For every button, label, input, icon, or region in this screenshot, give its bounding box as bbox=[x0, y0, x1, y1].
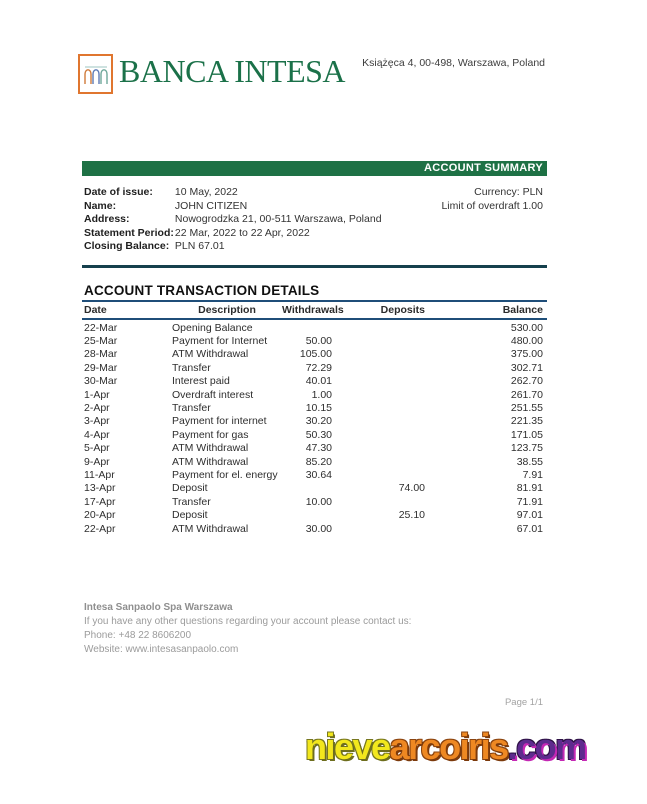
bank-name: BANCA INTESA bbox=[119, 53, 346, 89]
column-header-deposits: Deposits bbox=[380, 304, 425, 316]
cell-date: 29-Mar bbox=[84, 361, 118, 374]
cell-withdrawals: 10.00 bbox=[305, 495, 332, 508]
field-label: Closing Balance: bbox=[84, 240, 170, 252]
cell-balance: 38.55 bbox=[516, 455, 543, 468]
watermark-part2: arcoiris bbox=[389, 726, 508, 767]
footer-phone: Phone: +48 22 8606200 bbox=[84, 630, 192, 641]
bank-logo bbox=[78, 54, 113, 94]
cell-balance: 262.70 bbox=[510, 375, 543, 388]
cell-deposits bbox=[332, 429, 425, 442]
cell-deposits bbox=[332, 496, 425, 509]
cell-deposits bbox=[332, 348, 425, 361]
cell-description: Overdraft interest bbox=[172, 388, 254, 401]
field-label: Date of issue: bbox=[84, 186, 153, 198]
table-row bbox=[82, 348, 547, 361]
cell-description: ATM Withdrawal bbox=[172, 348, 249, 361]
table-row bbox=[82, 415, 547, 428]
cell-withdrawals: 30.00 bbox=[305, 522, 332, 535]
cell-balance: 67.01 bbox=[516, 522, 543, 535]
cell-date: 4-Apr bbox=[84, 428, 110, 441]
account-summary-header: ACCOUNT SUMMARY bbox=[82, 161, 547, 176]
cell-description: Transfer bbox=[172, 495, 211, 508]
watermark-part3: .com bbox=[507, 726, 586, 767]
cell-description: Payment for gas bbox=[172, 428, 249, 441]
cell-withdrawals: 30.20 bbox=[305, 415, 332, 428]
cell-description: Opening Balance bbox=[172, 321, 253, 334]
cell-balance: 81.91 bbox=[516, 482, 543, 495]
field-value: 10 May, 2022 bbox=[174, 186, 238, 198]
table-row bbox=[82, 389, 547, 402]
cell-balance: 7.91 bbox=[522, 468, 543, 481]
cell-date: 9-Apr bbox=[84, 455, 110, 468]
transactions-section-title: ACCOUNT TRANSACTION DETAILS bbox=[84, 283, 320, 298]
overdraft-limit: Limit of overdraft 1.00 bbox=[441, 199, 543, 212]
field-value: 22 Mar, 2022 to 22 Apr, 2022 bbox=[174, 226, 310, 239]
cell-description: Payment for Internet bbox=[172, 334, 268, 347]
cell-date: 2-Apr bbox=[84, 401, 110, 414]
cell-description: Payment for internet bbox=[172, 415, 267, 428]
column-header-balance: Balance bbox=[502, 304, 543, 316]
transactions-header-row bbox=[82, 304, 547, 316]
summary-row-name bbox=[84, 200, 382, 214]
footer-note: If you have any other questions regarding your account please contact us: bbox=[84, 616, 412, 627]
account-summary-fields bbox=[84, 186, 382, 254]
table-row bbox=[82, 456, 547, 469]
field-value: PLN 67.01 bbox=[174, 240, 225, 252]
cell-balance: 480.00 bbox=[510, 334, 543, 347]
cell-deposits bbox=[332, 322, 425, 335]
transaction-rows bbox=[82, 322, 547, 537]
cell-date: 28-Mar bbox=[84, 348, 118, 361]
cell-withdrawals bbox=[282, 509, 332, 522]
cell-deposits: 25.10 bbox=[398, 509, 425, 522]
cell-date: 20-Apr bbox=[84, 509, 116, 522]
table-row bbox=[82, 402, 547, 415]
cell-withdrawals bbox=[282, 322, 332, 335]
watermark-part1: nieve bbox=[305, 726, 390, 767]
table-row bbox=[82, 375, 547, 388]
summary-right-block bbox=[441, 186, 543, 213]
cell-balance: 251.55 bbox=[510, 401, 543, 414]
cell-date: 22-Mar bbox=[84, 321, 118, 334]
cell-deposits: 74.00 bbox=[398, 482, 425, 495]
cell-deposits bbox=[332, 389, 425, 402]
cell-withdrawals: 72.29 bbox=[305, 361, 332, 374]
page-number: Page 1/1 bbox=[504, 697, 543, 708]
cell-withdrawals: 40.01 bbox=[305, 375, 332, 388]
table-row bbox=[82, 335, 547, 348]
cell-withdrawals: 105.00 bbox=[299, 348, 332, 361]
cell-deposits bbox=[332, 415, 425, 428]
cell-deposits bbox=[332, 469, 425, 482]
cell-withdrawals: 1.00 bbox=[311, 388, 332, 401]
cell-balance: 171.05 bbox=[510, 428, 543, 441]
cell-balance: 123.75 bbox=[510, 442, 543, 455]
cell-description: Transfer bbox=[172, 361, 211, 374]
cell-withdrawals: 30.64 bbox=[305, 468, 332, 481]
cell-date: 17-Apr bbox=[84, 495, 116, 508]
watermark bbox=[305, 726, 586, 768]
cell-withdrawals: 10.15 bbox=[305, 401, 332, 414]
column-header-date: Date bbox=[84, 304, 107, 316]
table-row bbox=[82, 496, 547, 509]
field-value: Nowogrodzka 21, 00-511 Warszawa, Poland bbox=[174, 213, 382, 225]
column-header-description: Description bbox=[198, 304, 256, 316]
table-row bbox=[82, 442, 547, 455]
cell-balance: 97.01 bbox=[516, 509, 543, 522]
cell-deposits bbox=[332, 442, 425, 455]
table-row bbox=[82, 509, 547, 522]
cell-balance: 375.00 bbox=[510, 348, 543, 361]
cell-balance: 302.71 bbox=[510, 361, 543, 374]
cell-date: 5-Apr bbox=[84, 442, 110, 455]
cell-withdrawals: 50.30 bbox=[305, 428, 332, 441]
aqueduct-logo-icon bbox=[84, 60, 108, 88]
table-row bbox=[82, 362, 547, 375]
cell-description: Transfer bbox=[172, 401, 211, 414]
summary-row-date-of-issue bbox=[84, 186, 382, 200]
transactions-header-rule bbox=[82, 318, 547, 320]
column-header-withdrawals: Withdrawals bbox=[282, 304, 344, 316]
footer-contact-block bbox=[84, 601, 411, 657]
field-label: Name: bbox=[84, 199, 117, 212]
cell-deposits bbox=[332, 362, 425, 375]
cell-description: Deposit bbox=[172, 482, 208, 495]
table-row bbox=[82, 429, 547, 442]
cell-description: Payment for el. energy bbox=[172, 468, 278, 481]
cell-withdrawals: 50.00 bbox=[305, 334, 332, 347]
cell-description: ATM Withdrawal bbox=[172, 522, 249, 535]
cell-balance: 71.91 bbox=[516, 495, 543, 508]
currency-value: Currency: PLN bbox=[474, 186, 543, 198]
table-row bbox=[82, 469, 547, 482]
cell-date: 11-Apr bbox=[84, 468, 115, 481]
cell-description: Deposit bbox=[172, 509, 208, 522]
cell-deposits bbox=[332, 375, 425, 388]
field-label: Statement Period: bbox=[84, 226, 174, 239]
footer-website: Website: www.intesasanpaolo.com bbox=[84, 644, 239, 655]
footer-company-name: Intesa Sanpaolo Spa Warszawa bbox=[84, 602, 233, 613]
table-row bbox=[82, 322, 547, 335]
summary-row-address bbox=[84, 213, 382, 227]
cell-withdrawals: 85.20 bbox=[305, 455, 332, 468]
cell-description: ATM Withdrawal bbox=[172, 442, 249, 455]
cell-deposits bbox=[332, 456, 425, 469]
summary-row-closing-balance bbox=[84, 240, 382, 254]
field-label: Address: bbox=[84, 213, 130, 225]
cell-date: 1-Apr bbox=[84, 388, 110, 401]
table-row bbox=[82, 482, 547, 495]
cell-description: ATM Withdrawal bbox=[172, 455, 249, 468]
cell-description: Interest paid bbox=[172, 375, 230, 388]
transactions-title-rule bbox=[82, 300, 547, 302]
transactions-table bbox=[82, 304, 547, 536]
bank-address: Książęca 4, 00-498, Warszawa, Poland bbox=[362, 57, 545, 69]
cell-deposits bbox=[332, 402, 425, 415]
cell-date: 30-Mar bbox=[84, 375, 118, 388]
cell-balance: 221.35 bbox=[510, 415, 543, 428]
cell-date: 25-Mar bbox=[84, 334, 118, 347]
cell-balance: 261.70 bbox=[510, 388, 543, 401]
summary-row-statement-period bbox=[84, 227, 382, 241]
table-row bbox=[82, 523, 547, 536]
cell-balance: 530.00 bbox=[510, 321, 543, 334]
cell-withdrawals: 47.30 bbox=[305, 442, 332, 455]
cell-withdrawals bbox=[282, 482, 332, 495]
cell-deposits bbox=[332, 523, 425, 536]
cell-date: 13-Apr bbox=[84, 482, 116, 495]
cell-date: 22-Apr bbox=[84, 522, 116, 535]
summary-divider-rule bbox=[82, 265, 547, 268]
field-value: JOHN CITIZEN bbox=[174, 199, 248, 212]
cell-date: 3-Apr bbox=[84, 415, 110, 428]
cell-deposits bbox=[332, 335, 425, 348]
